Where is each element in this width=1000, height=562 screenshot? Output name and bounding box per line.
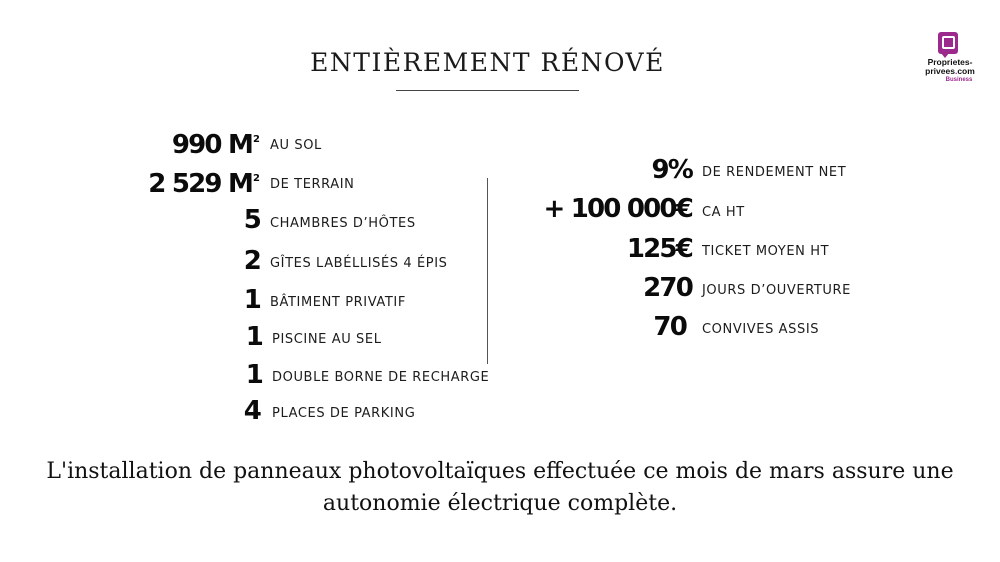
logo-text-line1: Proprietes- [927,57,973,67]
stat-value-parking: 4 [243,396,260,426]
stat-value-revenue: + 100 000€ [543,194,692,224]
stat-label-yield: DE RENDEMENT NET [702,164,847,180]
stat-label-ground-area: AU SOL [270,137,322,153]
page-title: ENTIÈREMENT RÉNOVÉ [310,48,665,77]
column-divider [487,178,488,364]
stat-value-land-area: 2 529 $M^2$ [148,169,260,199]
stat-label-charging: DOUBLE BORNE DE RECHARGE [272,369,490,385]
brand-logo[interactable] [914,32,986,82]
stat-value-ground-area: 990 $M^2$ [171,130,260,160]
stat-value-guest-rooms: 5 [243,205,260,235]
stat-label-ticket: TICKET MOYEN HT [702,243,830,259]
stat-label-seats: CONVIVES ASSIS [702,321,820,337]
stat-value-charging: 1 [245,360,262,390]
title-underline [396,90,579,91]
stat-value-seats: 70 [653,312,686,342]
stat-value-yield: 9% [651,155,692,185]
stat-label-revenue: CA HT [702,204,745,220]
stat-label-opening-days: JOURS D’OUVERTURE [702,282,851,298]
stat-label-guest-rooms: CHAMBRES D’HÔTES [270,215,416,231]
logo-text-line2: privees.com [925,66,975,76]
stat-label-pool: PISCINE AU SEL [272,331,382,347]
house-speech-bubble-icon [938,32,958,54]
stat-label-gites: GÎTES LABÉLLISÉS 4 ÉPIS [270,255,448,271]
stat-value-building: 1 [243,285,260,315]
stat-value-pool: 1 [245,322,262,352]
stat-value-opening-days: 270 [643,273,692,303]
stat-value-ticket: 125€ [626,234,692,264]
footer-note: L'installation de panneaux photovoltaïques effectuée ce mois de mars assure une autonomie électrique complète. [46,459,954,516]
logo-text-business: Business [945,77,973,83]
stat-value-gites: 2 [243,246,260,276]
stat-label-land-area: DE TERRAIN [270,176,355,192]
stat-label-parking: PLACES DE PARKING [272,405,416,421]
stat-label-building: BÂTIMENT PRIVATIF [270,294,406,310]
